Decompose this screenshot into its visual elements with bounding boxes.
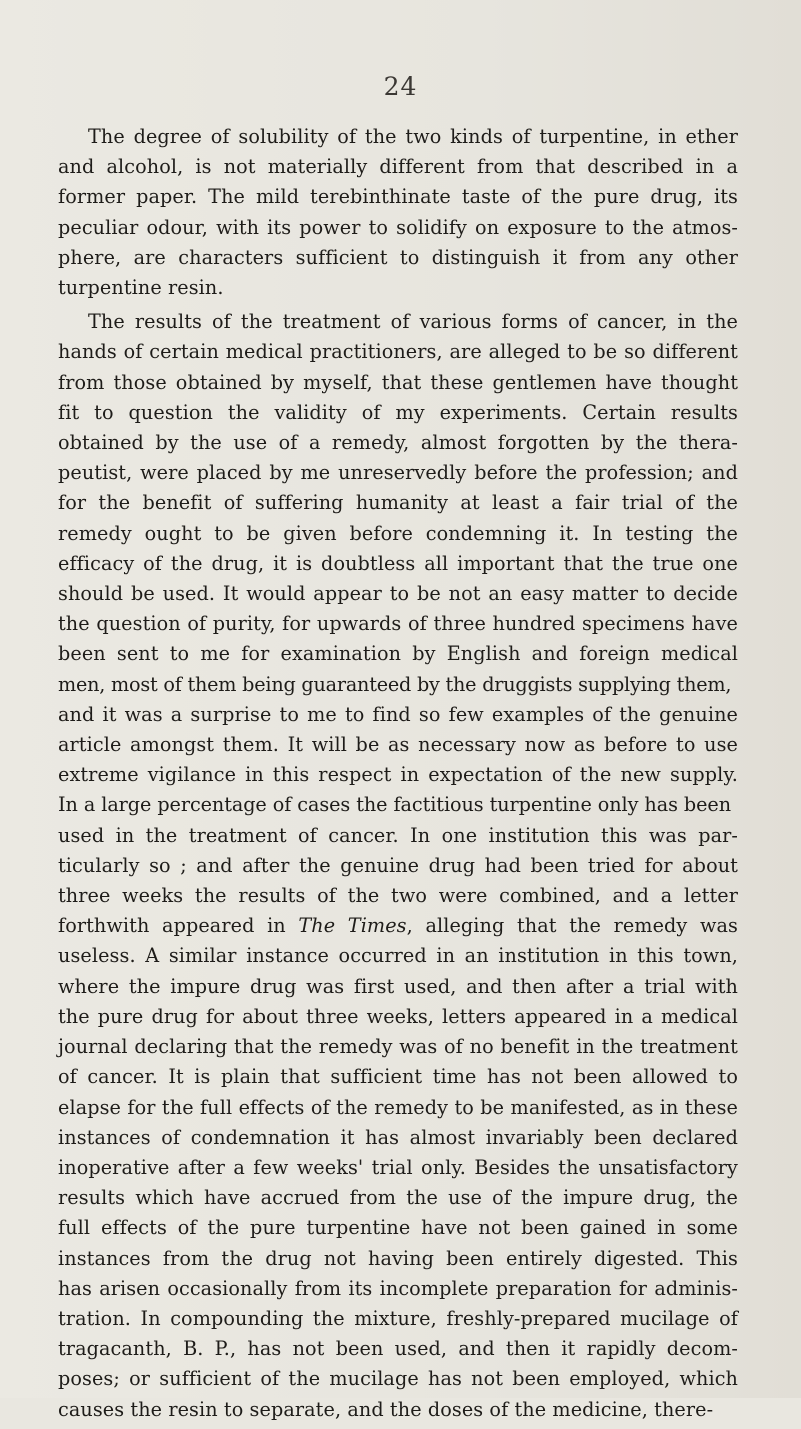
text-line: remedy ought to be given before condemning it. In testing the [58, 521, 738, 545]
text-line: for the benefit of suffering humanity at least a fair trial of the [58, 491, 738, 515]
text-line: obtained by the use of a remedy, almost forgotten by the thera- [58, 431, 738, 455]
text-line: been sent to me for examination by English and foreign medical [58, 642, 738, 666]
text-line: of cancer. It is plain that sufficient time has not been allowed to [58, 1065, 738, 1089]
text-line: and alcohol, is not materially different from that described in a [58, 155, 738, 179]
text-run: , alleging that the remedy was [406, 914, 738, 938]
text-line: the question of purity, for upwards of three hundred specimens have [58, 612, 738, 636]
text-line: poses; or sufficient of the mucilage has not been employed, which [58, 1367, 738, 1391]
page-number: 24 [383, 72, 418, 101]
text-line: used in the treatment of cancer. In one institution this was par- [58, 823, 738, 847]
text-line: former paper. The mild terebinthinate taste of the pure drug, its [58, 185, 738, 209]
paragraph [58, 307, 738, 1425]
text-line: turpentine resin. [58, 276, 224, 300]
text-line: the pure drug for about three weeks, letters appeared in a medical [58, 1004, 738, 1028]
text-line: men, most of them being guaranteed by the druggists supplying them, [58, 672, 732, 696]
body-text [58, 122, 738, 1429]
text-line: phere, are characters sufficient to distinguish it from any other [58, 245, 738, 269]
text-line: peutist, were placed by me unreservedly before the profession; and [58, 461, 738, 485]
text-line: The results of the treatment of various forms of cancer, in the [88, 310, 738, 334]
text-line: In a large percentage of cases the factitious turpentine only has been [58, 793, 731, 817]
text-line: from those obtained by myself, that these gentlemen have thought [58, 370, 738, 394]
text-line: journal declaring that the remedy was of no benefit in the treatment [58, 1035, 738, 1059]
text-line [58, 911, 738, 941]
text-run: forthwith appeared in [58, 914, 299, 938]
text-line: instances of condemnation it has almost invariably been declared [58, 1125, 738, 1149]
text-line: causes the resin to separate, and the doses of the medicine, there- [58, 1397, 714, 1421]
text-line: tragacanth, B. P., has not been used, and then it rapidly decom- [58, 1337, 738, 1361]
newspaper-title: The Times [298, 914, 407, 938]
text-line: elapse for the full effects of the remedy to be manifested, as in these [58, 1095, 738, 1119]
text-line: efficacy of the drug, it is doubtless all important that the true one [58, 551, 738, 575]
text-line: and it was a surprise to me to find so few examples of the genuine [58, 702, 738, 726]
paragraph [58, 122, 738, 303]
text-line: instances from the drug not having been entirely digested. This [58, 1246, 738, 1270]
text-line: full effects of the pure turpentine have not been gained in some [58, 1216, 738, 1240]
text-line: should be used. It would appear to be not an easy matter to decide [58, 582, 738, 606]
text-line: inoperative after a few weeks' trial only. Besides the unsatisfactory [58, 1155, 738, 1179]
text-line: where the impure drug was first used, and then after a trial with [58, 974, 738, 998]
text-line: useless. A similar instance occurred in an institution in this town, [58, 944, 738, 968]
text-line: article amongst them. It will be as necessary now as before to use [58, 733, 738, 757]
text-line: extreme vigilance in this respect in expectation of the new supply. [58, 763, 738, 787]
text-line: results which have accrued from the use of the impure drug, the [58, 1186, 738, 1210]
text-line: hands of certain medical practitioners, are alleged to be so different [58, 340, 738, 364]
text-line: tration. In compounding the mixture, freshly-prepared mucilage of [58, 1306, 738, 1330]
text-line: has arisen occasionally from its incomplete preparation for adminis- [58, 1276, 738, 1300]
text-line: three weeks the results of the two were combined, and a letter [58, 884, 738, 908]
text-line: peculiar odour, with its power to solidify on exposure to the atmos- [58, 215, 738, 239]
text-line: fit to question the validity of my experiments. Certain results [58, 400, 738, 424]
text-line: The degree of solubility of the two kinds of turpentine, in ether [88, 125, 738, 148]
text-line: ticularly so ; and after the genuine drug had been tried for about [58, 853, 738, 877]
